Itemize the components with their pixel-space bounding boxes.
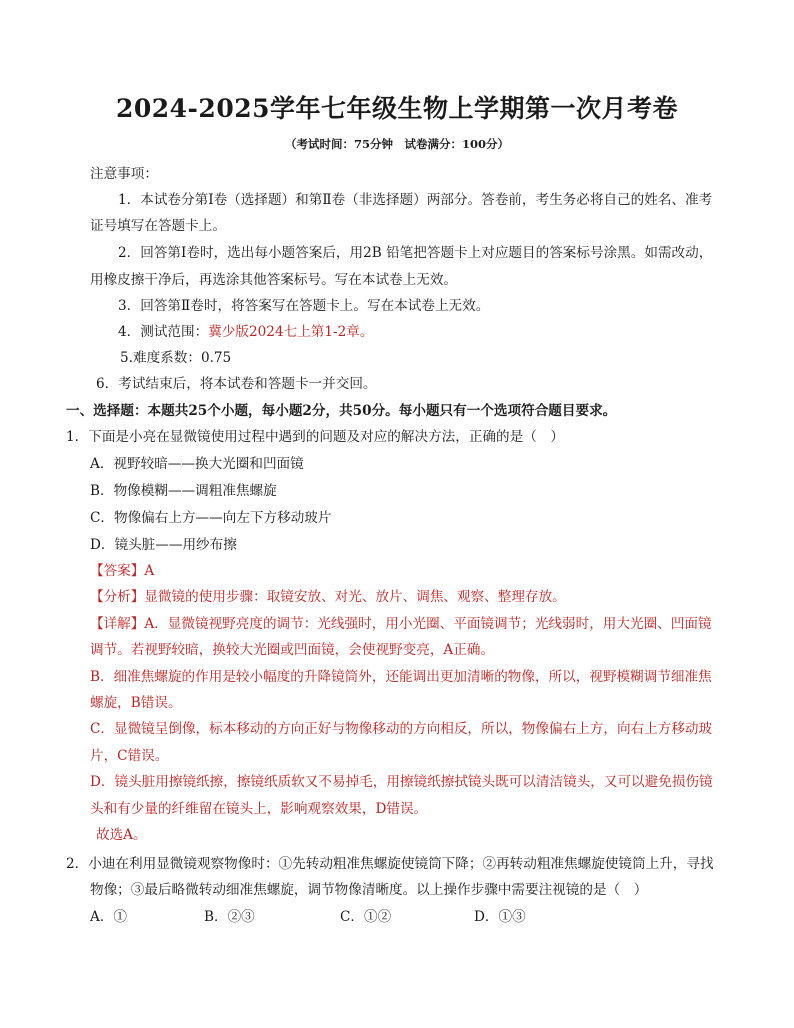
q1-option-a: A．视野较暗——换大光圈和凹面镜 <box>90 456 304 472</box>
q2-option-d: D．①③ <box>474 909 526 925</box>
note-6: 6．考试结束后，将本试卷和答题卡一并交回。 <box>96 376 377 392</box>
note-4 <box>118 322 373 342</box>
section-1-heading: 一、选择题：本题共25个小题，每小题2分，共50分。每小题只有一个选项符合题目要求。 <box>66 403 617 419</box>
q2-stem-line-1: 2．小迪在利用显微镜观察物像时：①先转动粗准焦螺旋使镜筒下降；②再转动粗准焦螺旋使镜筒上升，寻找 <box>66 856 714 872</box>
q1-detail-c-line-1: C．显微镜呈倒像，标本移动的方向正好与物像移动的方向相反，所以，物像偏右上方，向右上方移动玻 <box>90 721 713 737</box>
q1-option-d: D．镜头脏——用纱布擦 <box>90 537 237 553</box>
q2-option-c: C．①② <box>340 909 392 925</box>
q1-detail-b-line-2: 螺旋，B错误。 <box>90 695 182 711</box>
q2-option-a: A．① <box>90 909 128 925</box>
q1-detail-a-line-2: 调节。若视野较暗，换较大光圈或凹面镜，会使视野变亮，A正确。 <box>90 642 495 658</box>
q2-stem-line-2: 物像；③最后略微转动细准焦螺旋，调节物像清晰度。以上操作步骤中需要注视镜的是（ ） <box>90 882 648 898</box>
note-3: 3．回答第Ⅱ卷时，将答案写在答题卡上。写在本试卷上无效。 <box>118 298 490 314</box>
q1-option-c: C．物像偏右上方——向左下方移动玻片 <box>90 510 332 526</box>
note-2-line-2: 用橡皮擦干净后，再选涂其他答案标号。写在本试卷上无效。 <box>90 272 458 288</box>
q1-option-b: B．物像模糊——调粗准焦螺旋 <box>90 483 277 499</box>
exam-title: 2024-2025学年七年级生物上学期第一次月考卷 <box>115 94 679 123</box>
q1-conclusion: 故选A。 <box>96 827 147 843</box>
note-2-line-1: 2．回答第Ⅰ卷时，选出每小题答案后，用2B 铅笔把答题卡上对应题目的答案标号涂黑。如需改动， <box>118 245 713 261</box>
q1-stem: 1．下面是小亮在显微镜使用过程中遇到的问题及对应的解决方法，正确的是（ ） <box>66 429 565 445</box>
q1-detail-d-line-1: D．镜头脏用擦镜纸擦，擦镜纸质软又不易掉毛，用擦镜纸擦拭镜头既可以清洁镜头，又可以避免损伤镜 <box>90 774 713 790</box>
q1-answer: 【答案】A <box>90 563 155 579</box>
test-scope: 冀少版2024七上第1-2章。 <box>208 324 374 340</box>
note-1-line-2: 证号填写在答题卡上。 <box>90 218 226 234</box>
q1-detail-d-line-2: 头和有少量的纤维留在镜头上，影响观察效果，D错误。 <box>90 801 428 817</box>
exam-subtitle: （考试时间：75分钟 试卷满分：100分） <box>284 137 509 151</box>
q1-detail-a-line-1: 【详解】A．显微镜视野亮度的调节：光线强时，用小光圈、平面镜调节；光线弱时，用大光圈、凹面镜 <box>90 616 712 632</box>
note-1-line-1: 1．本试卷分第Ⅰ卷（选择题）和第Ⅱ卷（非选择题）两部分。答卷前，考生务必将自己的姓名、准考 <box>118 192 713 208</box>
q1-detail-b-line-1: B．细准焦螺旋的作用是较小幅度的升降镜筒外，还能调出更加清晰的物像，所以，视野模糊调节细准焦 <box>90 669 712 685</box>
q1-detail-c-line-2: 片，C错误。 <box>90 748 169 764</box>
note-4-label: 4．测试范围： <box>118 324 209 340</box>
q1-analysis: 【分析】显微镜的使用步骤：取镜安放、对光、放片、调焦、观察、整理存放。 <box>90 589 566 605</box>
notes-heading: 注意事项： <box>90 166 158 182</box>
note-5: 5.难度系数：0.75 <box>120 350 232 366</box>
q2-option-b: B．②③ <box>204 909 255 925</box>
